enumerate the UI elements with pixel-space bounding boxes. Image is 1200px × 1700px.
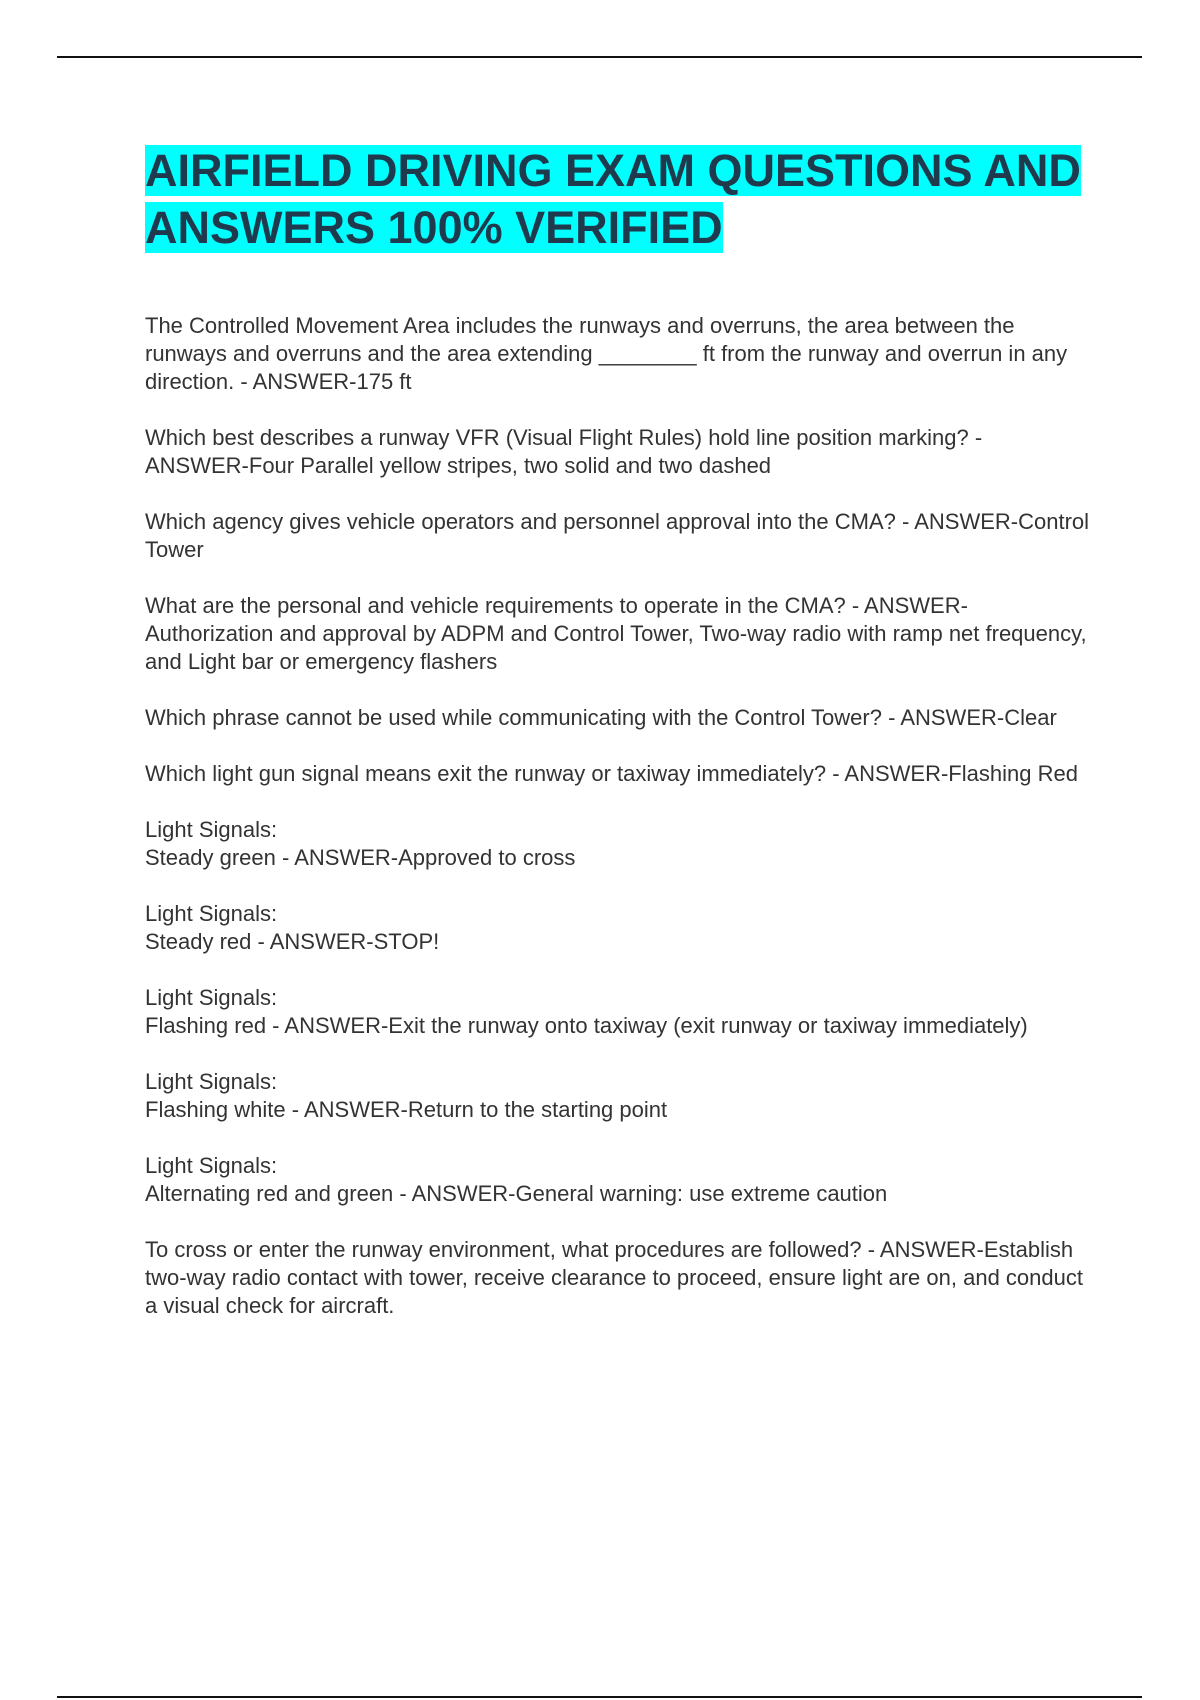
top-rule: [57, 56, 1142, 58]
qa-item-cma-approval-agency: Which agency gives vehicle operators and personnel approval into the CMA? - ANSWER-Control Tower: [145, 509, 1090, 562]
qa-item-flashing-white: Light Signals: Flashing white - ANSWER-Return to the starting point: [145, 1069, 668, 1122]
qa-item-alternating-red-green: Light Signals: Alternating red and green - ANSWER-General warning: use extreme caution: [145, 1153, 888, 1206]
qa-list: [145, 312, 1090, 1348]
qa-item-vfr-hold-line: Which best describes a runway VFR (Visual Flight Rules) hold line position marking? - ANSWER-Four Parallel yellow stripes, two solid and two dashed: [145, 425, 983, 478]
qa-item-steady-red: Light Signals: Steady red - ANSWER-STOP!: [145, 901, 440, 954]
qa-item-cma-requirements: What are the personal and vehicle requirements to operate in the CMA? - ANSWER-Authorization and approval by ADPM and Control Tower, Two-way radio with ramp net frequency, and Light bar or emergency flashers: [145, 593, 1087, 674]
page-title: [145, 142, 1095, 256]
qa-item-forbidden-phrase: Which phrase cannot be used while communicating with the Control Tower? - ANSWER-Clear: [145, 705, 1057, 730]
qa-item-controlled-movement-area: The Controlled Movement Area includes the runways and overruns, the area between the runways and overruns and the area extending ________ ft from the runway and overrun in any direction. - ANSWER-175 ft: [145, 313, 1068, 394]
bottom-rule: [57, 1696, 1142, 1698]
qa-item-exit-signal: Which light gun signal means exit the runway or taxiway immediately? - ANSWER-Flashing Red: [145, 761, 1078, 786]
title-highlight: AIRFIELD DRIVING EXAM QUESTIONS AND ANSWERS 100% VERIFIED: [145, 145, 1081, 253]
qa-item-runway-crossing-procedure: To cross or enter the runway environment, what procedures are followed? - ANSWER-Establish two-way radio contact with tower, receive clearance to proceed, ensure light are on, and conduct a visual check for aircraft.: [145, 1237, 1083, 1318]
qa-item-steady-green: Light Signals: Steady green - ANSWER-Approved to cross: [145, 817, 576, 870]
qa-item-flashing-red: Light Signals: Flashing red - ANSWER-Exit the runway onto taxiway (exit runway or taxiway immediately): [145, 985, 1028, 1038]
